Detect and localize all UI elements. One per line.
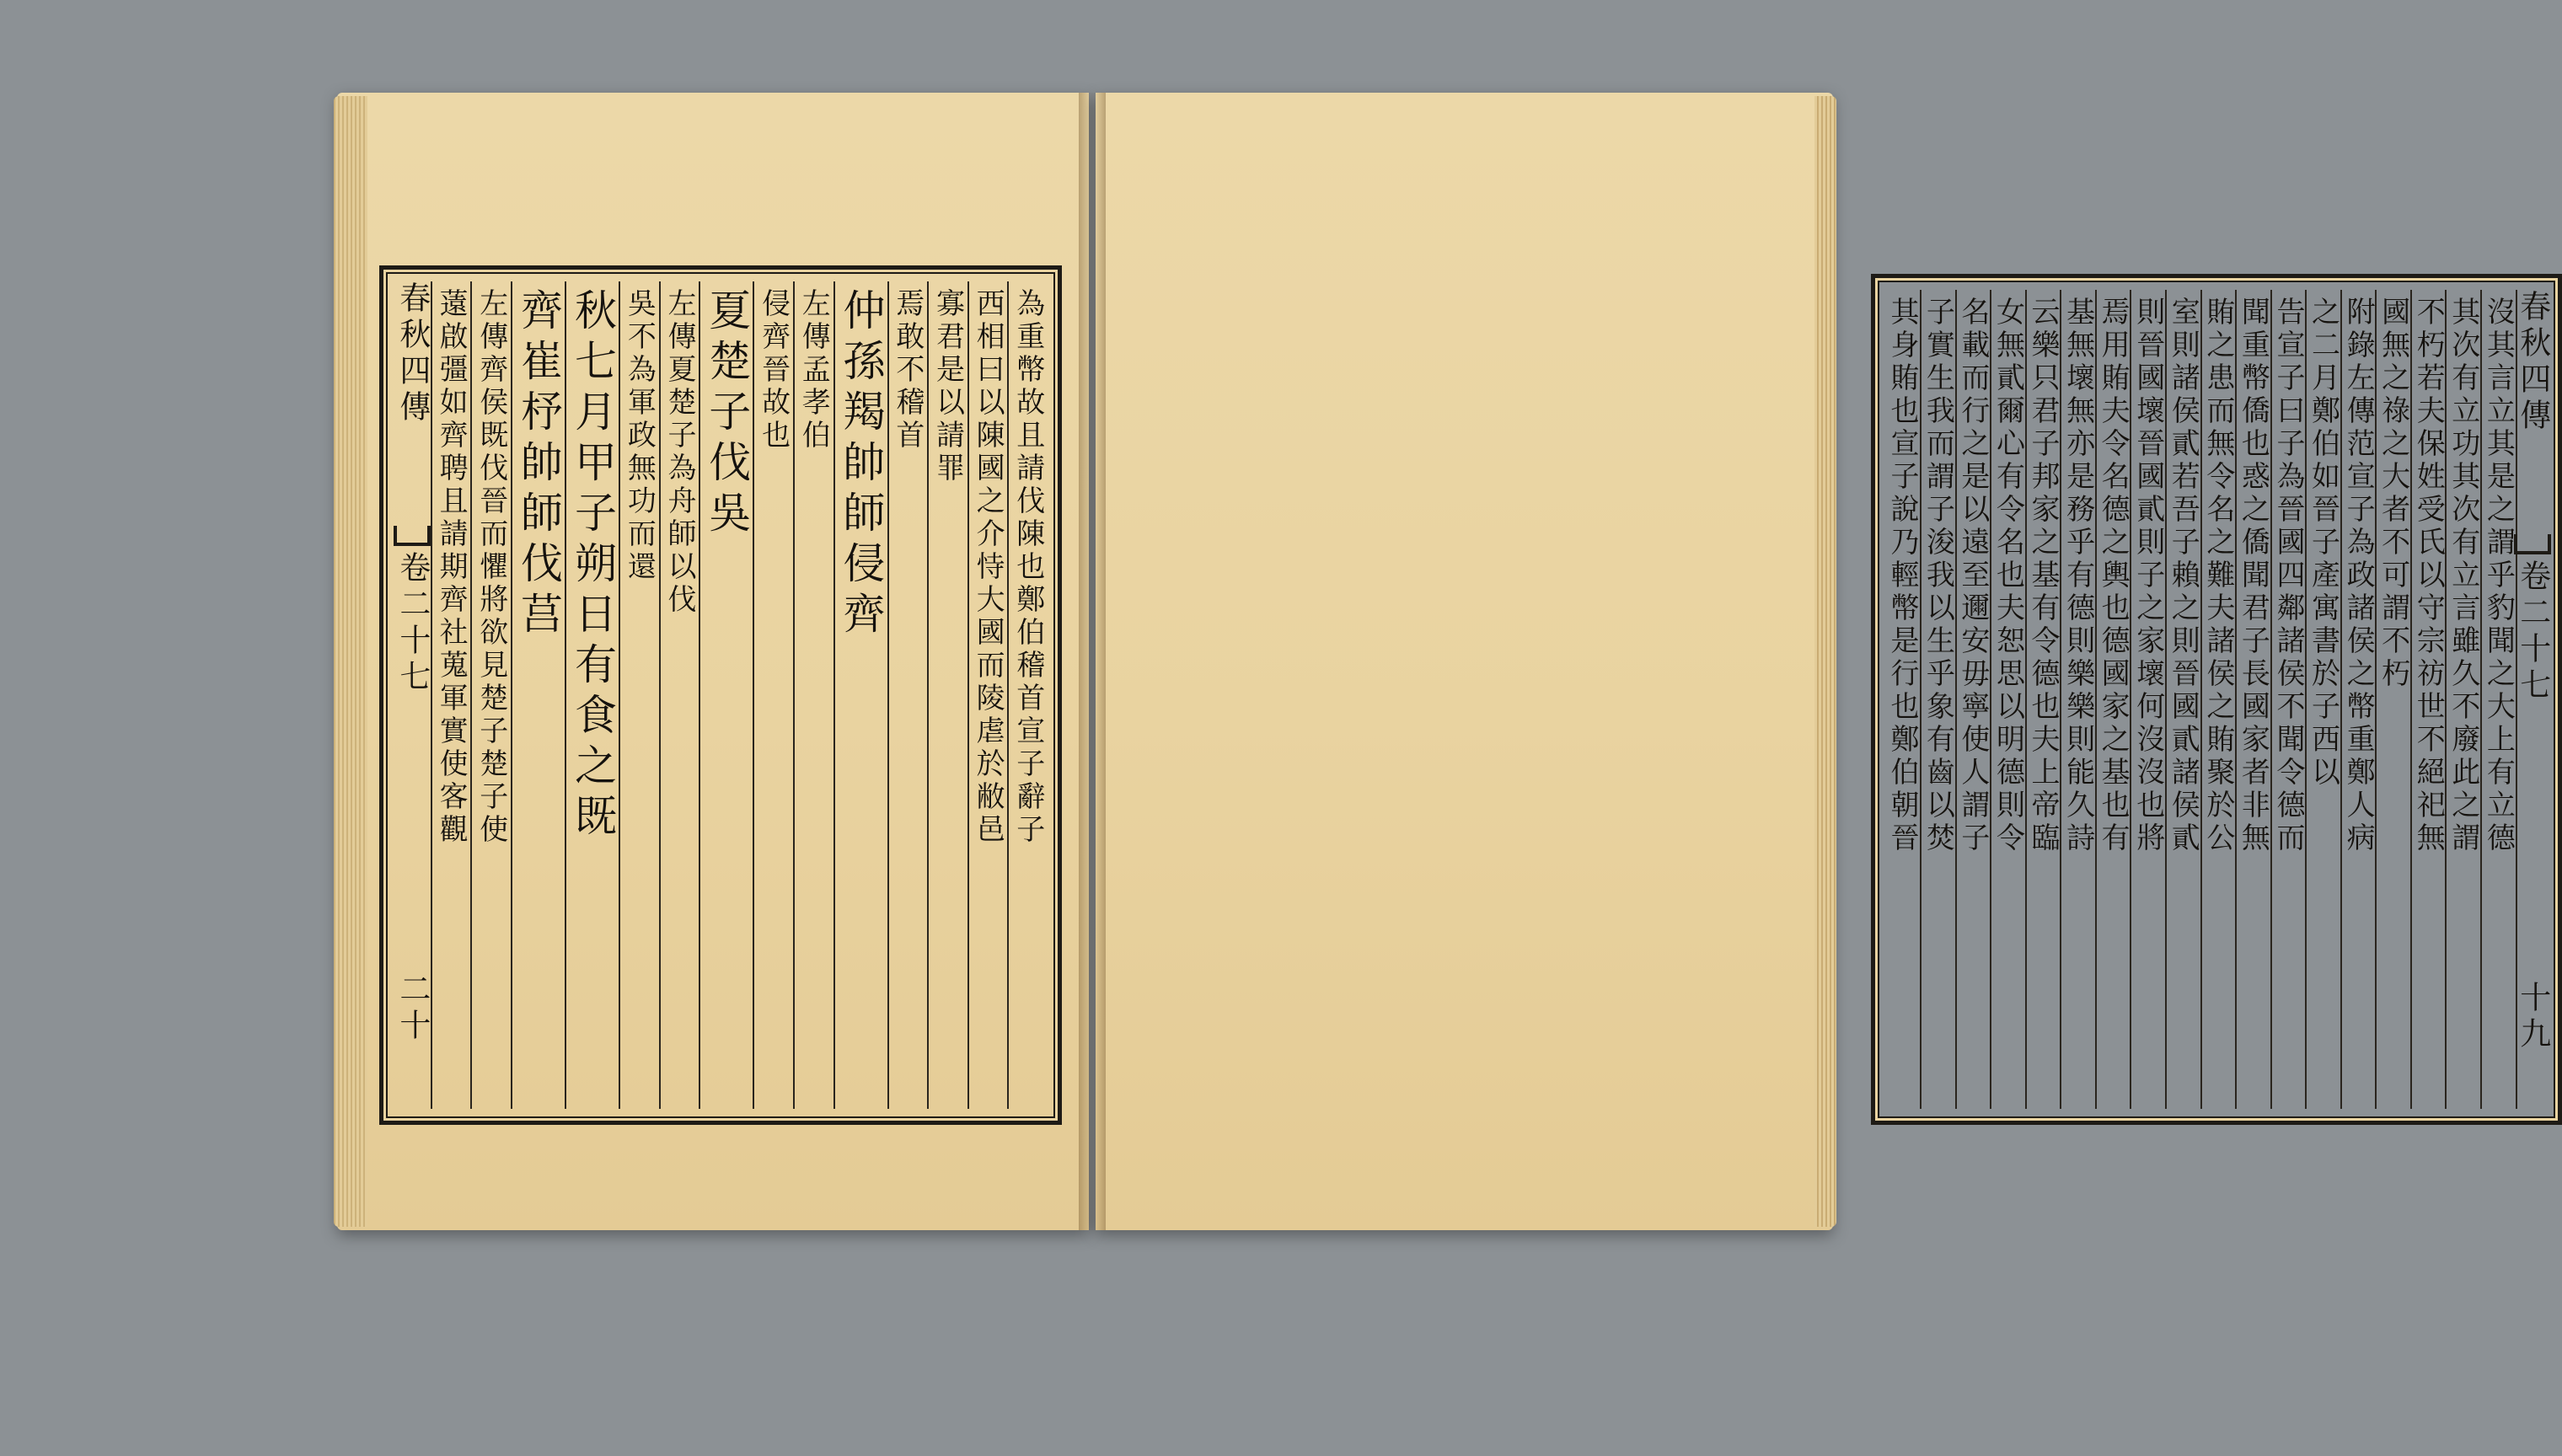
book-title: 春秋四傳	[2514, 290, 2551, 435]
right-page-column	[2200, 290, 2236, 1109]
left-page-column	[699, 281, 753, 1109]
right-page-column-text: 名載而行之是以遠至邇安毋寧使人謂子	[1955, 297, 1990, 855]
right-page-column	[1920, 290, 1955, 1109]
left-page-column	[887, 281, 928, 1109]
left-page-column-text: 西相曰以陳國之介恃大國而陵虐於敝邑	[971, 288, 1005, 847]
left-page-column	[833, 281, 887, 1109]
left-page-column-text: 為重幣故且請伐陳也鄭伯稽首宣子辭子	[1010, 288, 1045, 847]
fishtail-mark	[394, 526, 431, 546]
right-page-column-text: 女無貳爾心有令名也夫恕思以明德則令	[1991, 297, 2025, 855]
right-page-column	[2270, 290, 2306, 1109]
left-page-column	[511, 281, 565, 1109]
left-page-column-text: 秋七月甲子朔日有食之既	[568, 288, 618, 844]
right-page-column	[2375, 290, 2410, 1109]
left-page-column-text: 左傳孟孝伯	[796, 288, 831, 452]
left-page-column	[793, 281, 833, 1109]
right-page-column-text: 之二月鄭伯如晉子產寓書於子西以	[2306, 297, 2340, 790]
right-page-column-text: 焉用賄夫令名德之輿也德國家之基也有	[2096, 297, 2131, 855]
right-page	[1096, 93, 2551, 1230]
right-page-column-text: 其身賄也宣子說乃輕幣是行也鄭伯朝晉	[1884, 297, 1919, 855]
right-page-column-text: 基無壞無亦是務乎有德則樂樂則能久詩	[2061, 297, 2095, 855]
left-page	[337, 93, 1089, 1230]
left-page-center-column	[394, 281, 431, 1109]
right-page-column-text: 附錄左傳范宣子為政諸侯之幣重鄭人病	[2341, 297, 2376, 855]
right-page-column	[2095, 290, 2131, 1109]
right-page-column-text: 室則諸侯貳若吾子賴之則晉國貳諸侯貳	[2166, 297, 2200, 855]
right-page-column	[2340, 290, 2376, 1109]
left-page-column-text: 左傳夏楚子為舟師以伐	[662, 288, 696, 617]
right-page-edges	[1814, 96, 1836, 1227]
open-book	[337, 93, 2551, 1230]
right-page-column-text: 沒其言立其是之謂乎豹聞之大上有立德	[2481, 297, 2516, 855]
left-page-column	[431, 281, 471, 1109]
right-page-column-text: 其次有立功其次有立言雖久不廢此之謂	[2446, 297, 2480, 855]
leaf-number: 十九	[2514, 981, 2551, 1053]
left-page-column	[753, 281, 793, 1109]
left-page-column-text: 吳不為軍政無功而還	[622, 288, 657, 584]
left-page-column-text: 薳啟彊如齊聘且請期齊社蒐軍實使客觀	[434, 288, 469, 847]
left-page-column-text: 齊崔杼帥師伐莒	[514, 288, 564, 642]
right-page-column	[2410, 290, 2446, 1109]
right-page-column	[2025, 290, 2061, 1109]
left-page-column-text: 仲孫羯帥師侵齊	[836, 288, 886, 642]
right-page-column-text: 聞重幣僑也惑之僑聞君子長國家者非無	[2236, 297, 2270, 855]
right-page-column	[2305, 290, 2340, 1109]
right-columns	[1884, 290, 2551, 1109]
left-page-column-text: 侵齊晉故也	[756, 288, 791, 452]
left-text-frame	[379, 265, 1062, 1125]
right-page-column	[1885, 290, 1920, 1109]
left-page-column-text: 寡君是以請罪	[930, 288, 965, 485]
right-page-column	[2165, 290, 2200, 1109]
left-page-column	[470, 281, 511, 1109]
book-title: 春秋四傳	[394, 281, 431, 426]
right-page-column	[2060, 290, 2095, 1109]
right-page-column	[2480, 290, 2516, 1109]
volume-number: 卷二十七	[394, 551, 431, 696]
right-page-column-text: 則晉國壞晉國貳則子之家壞何沒沒也將	[2131, 297, 2165, 855]
right-page-column-text: 不朽若夫保姓受氏以守宗祊世不絕祀無	[2411, 297, 2446, 855]
left-page-column	[967, 281, 1008, 1109]
right-page-column	[2130, 290, 2165, 1109]
right-page-column-text: 云樂只君子邦家之基有令德也夫上帝臨	[2026, 297, 2061, 855]
book-gutter	[1079, 93, 1106, 1230]
right-page-column-text: 告宣子曰子為晉國四鄰諸侯不聞令德而	[2270, 297, 2305, 855]
left-page-column	[927, 281, 967, 1109]
fishtail-mark	[2514, 534, 2551, 554]
left-columns	[394, 281, 1048, 1109]
leaf-number: 二十	[394, 972, 431, 1045]
left-page-column	[565, 281, 619, 1109]
left-page-edges	[334, 96, 367, 1227]
left-page-column-text: 左傳齊侯既伐晉而懼將欲見楚子楚子使	[474, 288, 508, 847]
left-page-column-text: 夏楚子伐吳	[702, 288, 752, 541]
left-page-column	[1007, 281, 1048, 1109]
right-text-frame	[1871, 274, 2562, 1125]
left-page-column	[619, 281, 659, 1109]
right-page-column	[1990, 290, 2025, 1109]
right-page-column	[2445, 290, 2480, 1109]
left-page-column-text: 焉敢不稽首	[890, 288, 925, 452]
right-page-center-column	[2514, 290, 2551, 1109]
right-page-column	[2235, 290, 2270, 1109]
left-page-column	[659, 281, 699, 1109]
right-page-column	[1955, 290, 1991, 1109]
right-page-column-text: 國無之祿之大者不可謂不朽	[2376, 297, 2410, 691]
right-page-column-text: 子實生我而謂子浚我以生乎象有齒以焚	[1921, 297, 1955, 855]
volume-number: 卷二十七	[2514, 559, 2551, 704]
right-page-column-text: 賄之患而無令名之難夫諸侯之賄聚於公	[2200, 297, 2235, 855]
